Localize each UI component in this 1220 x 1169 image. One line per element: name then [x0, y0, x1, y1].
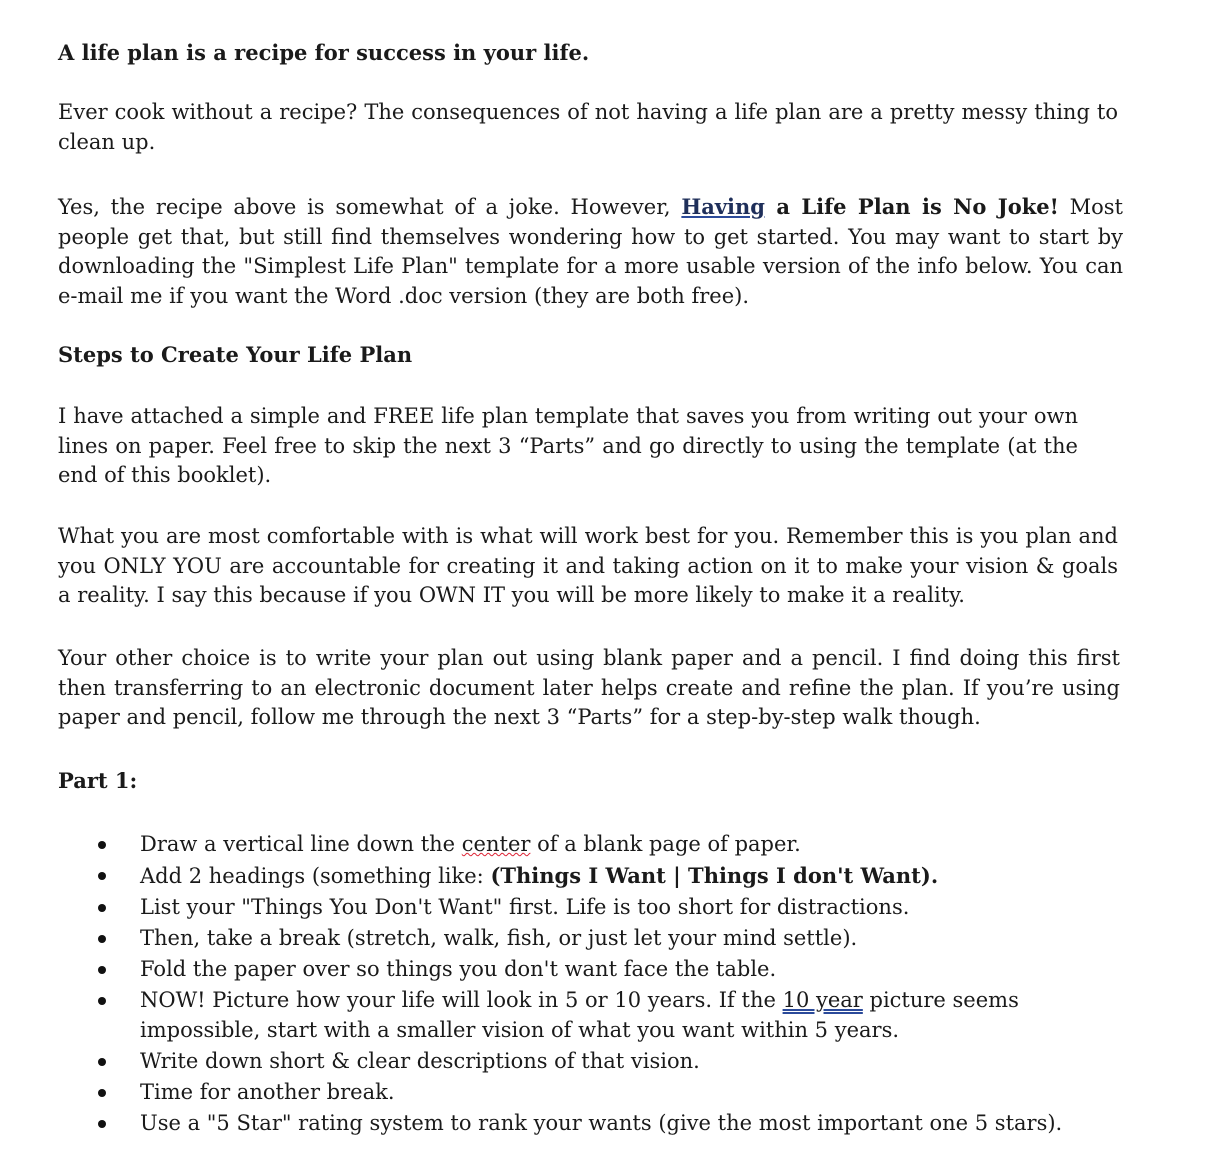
list-item-text: Write down short & clear descriptions of that vision.: [140, 1048, 700, 1073]
spelling-flagged-word: center: [461, 832, 531, 856]
paragraph-joke-after: Most people get that, but still find themselves wondering how to get started. You may want to start by downloading the "Simplest Life Plan" template for a more usable version of the info below. You can e-mail me if you want the Word .doc version (they are both free).: [58, 195, 1123, 308]
bullet-icon: [98, 997, 106, 1005]
list-item-text: Fold the paper over so things you don't want face the table.: [140, 957, 777, 981]
bullet-icon: [98, 904, 106, 912]
bullet-icon: [98, 1058, 106, 1066]
bullet-icon: [98, 1120, 106, 1128]
paragraph-other-choice: Your other choice is to write your plan out using blank paper and a pencil. I find doing this first then transferring to an electronic document later helps create and refine the plan. If you’re using paper and pencil, follow me through the next 3 “Parts” for a step-by-step walk though.: [58, 646, 1120, 729]
list-item-text: Add 2 headings (something like:: [140, 864, 491, 888]
paragraph-joke: [58, 192, 1123, 311]
list-item: [58, 893, 1138, 923]
bullet-icon: [98, 966, 106, 974]
part1-steps-list: [58, 830, 1138, 1140]
list-item-text: of a blank page of paper.: [530, 832, 801, 856]
having-link[interactable]: Having: [681, 194, 765, 219]
part1-heading: Part 1:: [58, 768, 138, 793]
list-item-text: Time for another break.: [140, 1079, 395, 1104]
list-item: [58, 1047, 1138, 1077]
list-item-text: Draw a vertical line down the: [140, 832, 462, 856]
grammar-flagged-phrase: 10 year: [782, 988, 863, 1012]
list-item: [58, 955, 1138, 985]
list-item: [58, 830, 1138, 860]
list-item-text: NOW! Picture how your life will look in 5 or 10 years. If the: [140, 988, 783, 1012]
bullet-icon: [98, 935, 106, 943]
bullet-icon: [98, 1089, 106, 1097]
list-item-text: List your "Things You Don't Want" first. Life is too short for distractions.: [140, 895, 910, 919]
list-item: [58, 924, 1138, 954]
bullet-icon: [98, 872, 106, 880]
list-item: [58, 861, 1138, 892]
list-item: [58, 1078, 1138, 1108]
bullet-icon: [98, 841, 106, 849]
headings-emphasis: (Things I Want | Things I don't Want): [490, 863, 931, 888]
list-item-text: Then, take a break (stretch, walk, fish, or just let your mind settle).: [140, 926, 858, 950]
no-joke-emphasis: a Life Plan is No Joke!: [764, 194, 1059, 219]
list-item-text: .: [930, 863, 939, 888]
paragraph-intro: Ever cook without a recipe? The consequences of not having a life plan are a pretty messy thing to clean up.: [58, 100, 1118, 154]
paragraph-comfortable: What you are most comfortable with is what will work best for you. Remember this is you plan and you ONLY YOU are accountable for creating it and taking action on it to make your vision & goals a reality. I say this because if you OWN IT you will be more likely to make it a reality.: [58, 524, 1118, 607]
list-item: [58, 1109, 1138, 1139]
list-item-text: picture seems impossible, start with a smaller vision of what you want within 5 years.: [140, 988, 1019, 1042]
list-item: [58, 986, 1138, 1045]
document-title: A life plan is a recipe for success in your life.: [58, 40, 590, 65]
list-item-text: Use a "5 Star" rating system to rank your wants (give the most important one 5 stars).: [140, 1110, 1063, 1135]
steps-heading: Steps to Create Your Life Plan: [58, 342, 413, 367]
paragraph-template: I have attached a simple and FREE life plan template that saves you from writing out your own lines on paper. Feel free to skip the next 3 “Parts” and go directly to using the template (at the end of this booklet).: [58, 404, 1078, 487]
paragraph-joke-before: Yes, the recipe above is somewhat of a joke. However,: [58, 195, 682, 219]
